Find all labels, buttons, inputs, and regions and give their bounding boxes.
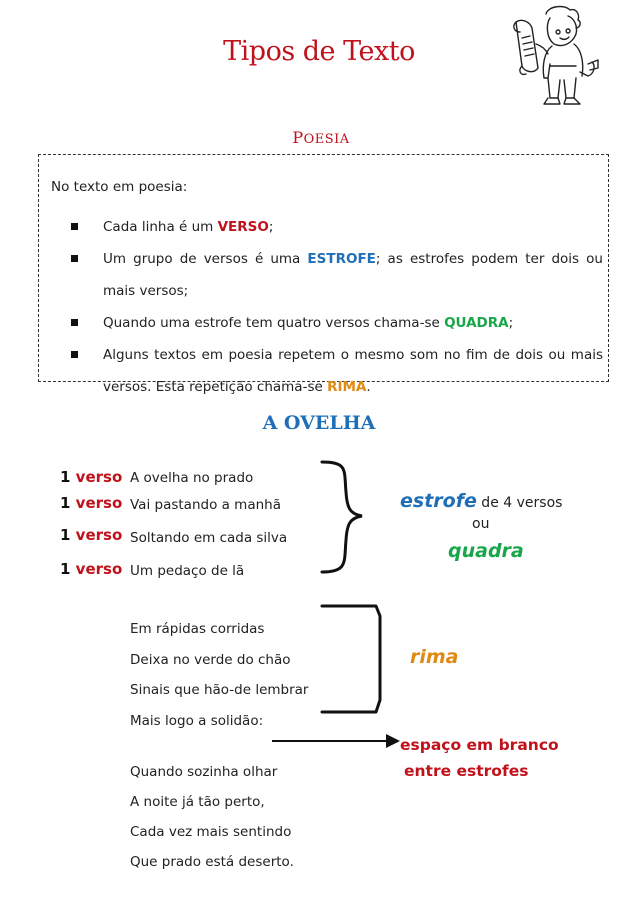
item-text: Quando uma estrofe tem quatro versos chama-se <box>103 315 445 331</box>
ou-label: ou <box>472 516 490 532</box>
item-text: Alguns textos em poesia repetem o mesmo som no fim de dois ou mais versos. Esta repetição chama-se <box>103 347 603 395</box>
rima-annotation: rima <box>410 646 459 668</box>
item-text-end: ; <box>268 219 274 235</box>
keyword-verso: VERSO <box>217 219 269 235</box>
quadra-annotation: quadra <box>448 540 524 562</box>
poem-line: Que prado está deserto. <box>130 854 294 870</box>
poem-line: Soltando em cada silva <box>130 530 288 546</box>
subtitle-rest: OESIA <box>303 132 350 147</box>
verse-label-word: verso <box>75 526 123 544</box>
item-text-end: ; <box>508 315 514 331</box>
keyword-estrofe: ESTROFE <box>307 251 376 267</box>
subtitle-initial: P <box>292 128 304 147</box>
verse-label-word: verso <box>75 468 123 486</box>
estrofe-annotation <box>400 490 562 512</box>
item-text-end: . <box>366 379 371 395</box>
estrofe-word: estrofe <box>400 490 477 512</box>
poem-line: A noite já tão perto, <box>130 794 265 810</box>
keyword-rima: RIMA <box>327 379 367 395</box>
estrofe-rest: de 4 versos <box>476 495 563 511</box>
espaco-annotation-line2: entre estrofes <box>404 762 529 780</box>
item-text: Cada linha é um <box>103 219 218 235</box>
poem-line: Um pedaço de lã <box>130 563 245 579</box>
verse-label-number: 1 <box>60 494 71 512</box>
poem-line: Quando sozinha olhar <box>130 764 278 780</box>
item-text: Um grupo de versos é uma <box>103 251 308 267</box>
arrow-head-icon <box>386 734 400 748</box>
page-title: Tipos de Texto <box>223 36 415 67</box>
poem-line: Deixa no verde do chão <box>130 652 291 668</box>
espaco-annotation-line1: espaço em branco <box>400 736 559 754</box>
verse-label-number: 1 <box>60 526 71 544</box>
poem-title: A OVELHA <box>262 412 376 434</box>
poem-line: A ovelha no prado <box>130 470 254 486</box>
box-intro: No texto em poesia: <box>51 179 188 195</box>
square-bracket-icon <box>322 606 380 712</box>
poem-line: Cada vez mais sentindo <box>130 824 292 840</box>
verse-label-number: 1 <box>60 468 71 486</box>
poem-line: Vai pastando a manhã <box>130 497 281 513</box>
keyword-quadra: QUADRA <box>444 315 509 331</box>
item-text-end: ; as estrofes podem ter dois ou mais versos; <box>103 251 603 299</box>
poem-line: Sinais que hão-de lembrar <box>130 682 309 698</box>
curly-brace-icon <box>322 462 362 572</box>
poem-line: Em rápidas corridas <box>130 621 265 637</box>
verse-label-number: 1 <box>60 560 71 578</box>
verse-label-word: verso <box>75 494 123 512</box>
poem-line: Mais logo a solidão: <box>130 713 264 729</box>
verse-label-word: verso <box>75 560 123 578</box>
